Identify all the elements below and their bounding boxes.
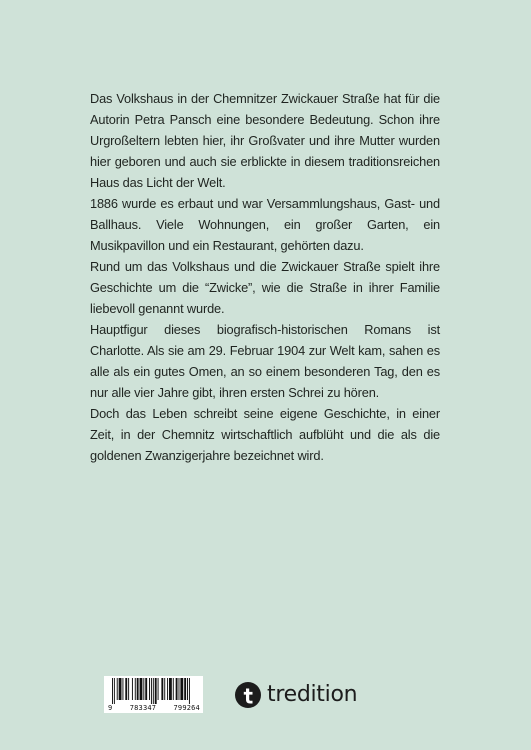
barcode-bar: [135, 678, 136, 700]
blurb-paragraph: Das Volkshaus in der Chemnitzer Zwickauer Straße hat für die Autorin Petra Pansch eine besondere Bedeutung. Schon ihre Urgroßeltern lebten hier, ihr Großvater und ihre Mutter wurden hier geboren und auch sie erblickte in diesem traditionsreichen Haus das Licht der Welt.: [90, 91, 440, 190]
publisher-name: tredition: [267, 682, 358, 707]
blurb-paragraph: Rund um das Volkshaus und die Zwickauer Straße spielt ihre Geschichte um die “Zwicke”, wie die Straße in ihrer Familie liebevoll genannt wurde.: [90, 259, 440, 316]
isbn-barcode: [104, 676, 203, 713]
blurb-paragraph: 1886 wurde es erbaut und war Versammlungshaus, Gast- und Ballhaus. Viele Wohnungen, ein großer Garten, ein Musikpavillon und ein Restaurant, gehörten dazu.: [90, 196, 440, 253]
barcode-bar: [158, 678, 159, 700]
blurb-paragraph: Doch das Leben schreibt seine eigene Geschichte, in einer Zeit, in der Chemnitz wirtschaftlich aufblüht und die als die goldenen Zwanzigerjahre bezeichnet wird.: [90, 406, 440, 463]
barcode-bar: [132, 678, 133, 700]
barcode-bar: [128, 678, 129, 700]
barcode-bar: [125, 678, 127, 700]
barcode-bars: [112, 678, 198, 704]
barcode-bar: [122, 678, 123, 700]
barcode-bar: [173, 678, 174, 700]
barcode-bar: [114, 678, 115, 704]
barcode-bar: [117, 678, 118, 700]
barcode-bar: [137, 678, 139, 700]
barcode-bar: [119, 678, 122, 700]
barcode-bar: [112, 678, 113, 704]
tredition-logo-icon: [235, 682, 261, 708]
barcode-bar: [155, 678, 157, 704]
blurb-text: [90, 88, 440, 466]
barcode-bar: [145, 678, 147, 700]
barcode-bar: [140, 678, 143, 700]
barcode-bar: [149, 678, 150, 700]
barcode-bar: [161, 678, 163, 700]
barcode-bar: [184, 678, 186, 700]
barcode-digit-lead: 9: [108, 704, 113, 712]
barcode-digit-group-1: 783347: [129, 704, 157, 712]
publisher-logo: [235, 681, 357, 709]
barcode-bar: [180, 678, 183, 700]
barcode-bar: [169, 678, 172, 700]
barcode-bar: [164, 678, 165, 700]
cover-footer: [104, 676, 434, 714]
barcode-bar: [151, 678, 152, 704]
barcode-bar: [167, 678, 168, 700]
barcode-digit-group-2: 799264: [173, 704, 200, 712]
barcode-bar: [189, 678, 190, 704]
barcode-bar: [176, 678, 178, 700]
barcode-bar: [143, 678, 144, 700]
barcode-bar: [153, 678, 154, 704]
barcode-digits: [108, 704, 200, 712]
barcode-bar: [187, 678, 188, 700]
blurb-paragraph: Hauptfigur dieses biografisch-historischen Romans ist Charlotte. Als sie am 29. Februar 1904 zur Welt kam, sahen es alle als ein gutes Omen, an so einem besonderen Tag, den es nur alle vier Jahre gibt, ihren ersten Schrei zu hören.: [90, 322, 440, 400]
barcode-bar: [179, 678, 180, 700]
tredition-t-glyph: [235, 682, 261, 708]
